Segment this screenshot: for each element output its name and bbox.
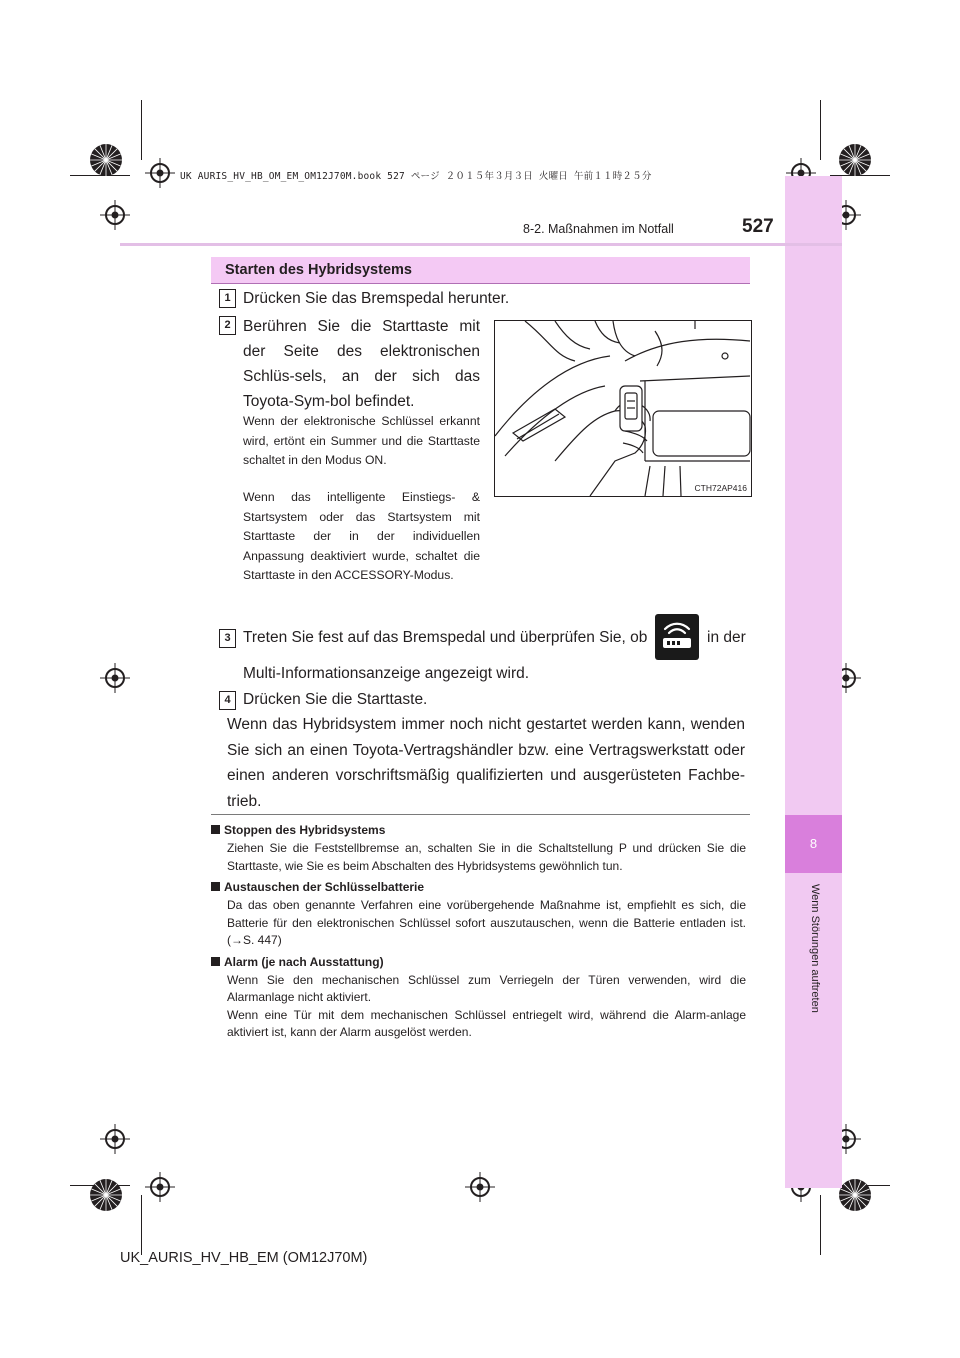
registration-target-icon (100, 1124, 130, 1154)
print-density-disk-icon (89, 143, 123, 177)
chapter-title: Wenn Störungen auftreten (809, 884, 821, 1013)
registration-target-icon (145, 158, 175, 188)
page-number: 527 (742, 216, 774, 237)
crop-line (141, 100, 142, 160)
print-density-disk-icon (89, 1178, 123, 1212)
note-text: Ziehen Sie die Feststellbremse an, schalten Sie in die Schaltstellung P und drücken Sie die Starttaste, wie Sie es beim Abschalten des Hybridsystems gewöhnlich tun. (227, 841, 746, 873)
crop-line (820, 100, 821, 160)
registration-target-icon (145, 1172, 175, 1202)
bullet-square-icon (211, 957, 220, 966)
key-indicator-icon (655, 614, 699, 660)
step-4-text: Drücken Sie die Starttaste. (243, 691, 428, 708)
footer-code: UK_AURIS_HV_HB_EM (OM12J70M) (120, 1250, 368, 1266)
notes-section (211, 823, 746, 1042)
header-rule (120, 243, 842, 246)
separator (211, 814, 750, 815)
note-text: Da das oben genannte Verfahren eine vorübergehende Maßnahme ist, empfiehlt es sich, die Batterie für den elektronischen Schlüssel sofort auszutauschen, wenn die Batterie entladen ist. (→S. 447) (227, 898, 746, 947)
step-number: 2 (219, 316, 236, 335)
section-title: Starten des Hybridsystems (225, 262, 412, 278)
side-strip (785, 176, 842, 1188)
note-heading: Austauschen der Schlüsselbatterie (211, 880, 746, 894)
step-3-text-after: in der (707, 629, 746, 646)
note-heading: Alarm (je nach Ausstattung) (211, 955, 746, 969)
bullet-square-icon (211, 882, 220, 891)
note-text: Wenn Sie den mechanischen Schlüssel zum Verriegeln der Türen verwenden, wird die Alarmanlage nicht aktiviert. (227, 972, 746, 1004)
step-2-note: Wenn das intelligente Einstiegs- & Startsystem oder das Startsystem mit Starttaste der in der individuellen Anpassung deaktiviert wurde, schaltet die Starttaste in den ACCESSORY-Modus. (243, 490, 480, 582)
note-text: Wenn eine Tür mit dem mechanischen Schlüssel entriegelt wird, während die Alarm-anlage aktiviert ist, kann der Alarm ausgelöst werden. (227, 1007, 746, 1039)
section-name: 8-2. Maßnahmen im Notfall (523, 222, 674, 236)
step-1-text: Drücken Sie das Bremspedal herunter. (243, 290, 510, 307)
step-2-text: Berühren Sie die Starttaste mit der Seite des elektronischen Schlüs-sels, an der sich das Toyota-Sym-bol befindet. (243, 318, 480, 410)
step-number: 3 (219, 629, 236, 648)
chapter-number: 8 (809, 836, 818, 851)
registration-target-icon (100, 663, 130, 693)
chapter-tab (785, 815, 842, 873)
step-number: 4 (219, 691, 236, 710)
section-title-bar (211, 257, 750, 284)
step-number: 1 (219, 289, 236, 308)
registration-target-icon (100, 200, 130, 230)
print-density-disk-icon (838, 143, 872, 177)
crop-line (141, 1195, 142, 1255)
hand-pressing-start-button-illustration (495, 321, 751, 496)
step-3-text-line2: Multi-Informationsanzeige angezeigt wird. (243, 665, 530, 682)
print-density-disk-icon (838, 1178, 872, 1212)
illustration (494, 320, 752, 497)
book-stamp: UK AURIS_HV_HB_OM_EM_OM12J70M.book 527 ページ ２０１５年３月３日 火曜日 午前１１時２５分 (180, 171, 652, 182)
bullet-square-icon (211, 825, 220, 834)
registration-target-icon (465, 1172, 495, 1202)
closing-paragraph: Wenn das Hybridsystem immer noch nicht gestartet werden kann, wenden Sie sich an einen Toyota-Vertragshändler bzw. eine Vertragswerkstatt oder einen anderen vorschriftsmäßig qualifizierten und ausgerüsteten Fachbe-trieb. (227, 716, 745, 810)
illustration-code: CTH72AP416 (694, 483, 747, 493)
note-heading: Stoppen des Hybridsystems (211, 823, 746, 837)
step-2-note: Wenn der elektronische Schlüssel erkannt wird, ertönt ein Summer und die Starttaste schaltet in den Modus ON. (243, 414, 480, 467)
step-3-text: Treten Sie fest auf das Bremspedal und überprüfen Sie, ob (243, 629, 648, 646)
crop-line (820, 1195, 821, 1255)
